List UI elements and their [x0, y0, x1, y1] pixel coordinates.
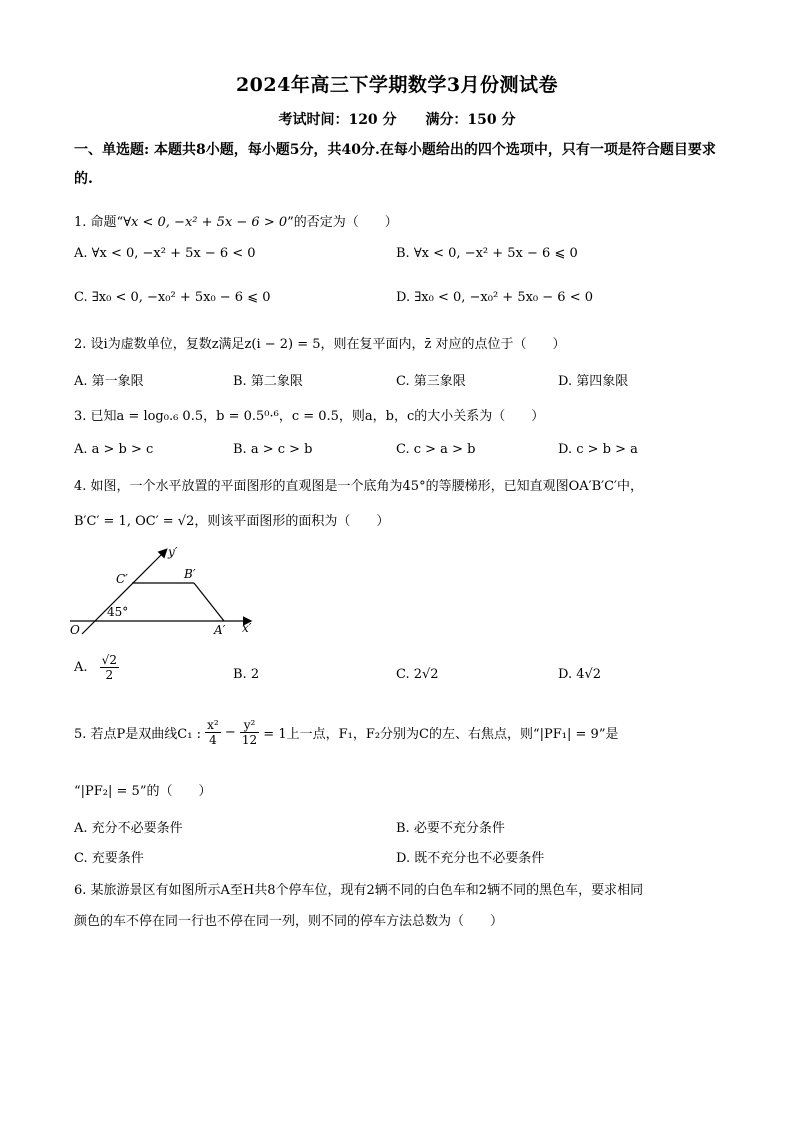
q5-line1-post: = 1上一点，F₁，F₂分别为C的左、右焦点，则“|PF₁| = 9”是: [263, 727, 619, 742]
q5-minus: −: [224, 725, 236, 740]
q2-option-b[interactable]: B. 第二象限: [233, 374, 303, 389]
q4-option-c[interactable]: C. 2√2: [396, 667, 439, 682]
label-o: O: [70, 623, 80, 637]
question-3-stem: 3. 已知a = log₀.₆ 0.5，b = 0.5⁰·⁶，c = 0.5，则a，b，c的大小关系为（ ）: [74, 409, 545, 424]
q4-option-a-label: A.: [74, 660, 88, 675]
q5-frac-y-den: 12: [241, 733, 258, 747]
exam-time: 考试时间：120 分: [278, 112, 397, 128]
q2-option-a[interactable]: A. 第一象限: [74, 374, 144, 389]
question-2-stem: 2. 设i为虚数单位，复数z满足z(i − 2) = 5，则在复平面内，z̄ 对应的点位于（ ）: [74, 337, 566, 352]
q5-frac-x: [205, 718, 221, 747]
label-y-prime: y′: [168, 545, 178, 559]
q4-option-a-num: √2: [101, 653, 117, 667]
q3-option-c[interactable]: C. c > a > b: [396, 442, 476, 457]
full-score: 满分：150 分: [425, 112, 516, 128]
q2-option-d[interactable]: D. 第四象限: [558, 374, 629, 389]
page-title: 2024年高三下学期数学3月份测试卷: [235, 74, 559, 96]
edge-ba: [194, 583, 224, 621]
question-5-line2: “|PF₂| = 5”的（ ）: [74, 784, 212, 799]
q5-option-a[interactable]: A. 充分不必要条件: [74, 821, 183, 836]
question-6-line2: 颜色的车不停在同一行也不停在同一列，则不同的停车方法总数为（ ）: [74, 914, 504, 929]
q5-frac-y-num: y²: [240, 718, 259, 733]
q4-option-a[interactable]: [74, 653, 119, 682]
q5-option-c[interactable]: C. 充要条件: [74, 851, 144, 866]
q1-stem-pre: 1. 命题“: [74, 215, 124, 230]
q4-option-a-fraction: [100, 653, 119, 682]
exam-info: [0, 109, 794, 129]
q3-option-d[interactable]: D. c > b > a: [558, 442, 638, 457]
question-1-stem: [74, 208, 734, 237]
q5-frac-x-den: 4: [209, 733, 217, 747]
q5-option-b[interactable]: B. 必要不充分条件: [396, 821, 505, 836]
q4-option-b[interactable]: B. 2: [233, 667, 260, 682]
q1-stem-post: ”的否定为（ ）: [287, 215, 398, 230]
question-5-line1: [74, 718, 618, 747]
question-6-line1: 6. 某旅游景区有如图所示A至H共8个停车位，现有2辆不同的白色车和2辆不同的黑色车，要求相同: [74, 883, 644, 898]
q1-option-a[interactable]: A. ∀x < 0, −x² + 5x − 6 < 0: [74, 246, 256, 261]
q3-option-a[interactable]: A. a > b > c: [74, 442, 154, 457]
q1-option-b[interactable]: B. ∀x < 0, −x² + 5x − 6 ⩽ 0: [396, 246, 578, 261]
q5-frac-x-num: x²: [207, 718, 219, 732]
q4-option-d[interactable]: D. 4√2: [558, 667, 602, 682]
trapezoid-figure: [70, 540, 270, 640]
section-heading: 一、单选题: 本题共8小题，每小题5分，共40分.在每小题给出的四个选项中，只有一项是符合题目要求的.: [74, 142, 716, 187]
label-a-prime: A′: [214, 623, 226, 637]
q5-option-d[interactable]: D. 既不充分也不必要条件: [396, 851, 545, 866]
label-angle: 45°: [107, 605, 129, 619]
q5-line1-pre: 5. 若点P是双曲线C₁ :: [74, 727, 201, 742]
question-4-line1: 4. 如图，一个水平放置的平面图形的直观图是一个底角为45°的等腰梯形，已知直观图OA′B′C′中，: [74, 479, 643, 494]
q5-frac-y: [240, 718, 259, 747]
q4-option-a-den: 2: [105, 668, 114, 682]
q1-stem-math: ∀x < 0, −x² + 5x − 6 > 0: [123, 215, 288, 230]
q3-option-b[interactable]: B. a > c > b: [233, 442, 313, 457]
label-b-prime: B′: [184, 567, 196, 581]
q1-option-d[interactable]: D. ∃x₀ < 0, −x₀² + 5x₀ − 6 < 0: [396, 290, 593, 305]
label-c-prime: C′: [116, 572, 128, 586]
label-x-prime: x′: [242, 621, 252, 635]
question-4-line2: B′C′ = 1, OC′ = √2，则该平面图形的面积为（ ）: [74, 514, 390, 529]
q2-option-c[interactable]: C. 第三象限: [396, 374, 466, 389]
q1-option-c[interactable]: C. ∃x₀ < 0, −x₀² + 5x₀ − 6 ⩽ 0: [74, 290, 271, 305]
